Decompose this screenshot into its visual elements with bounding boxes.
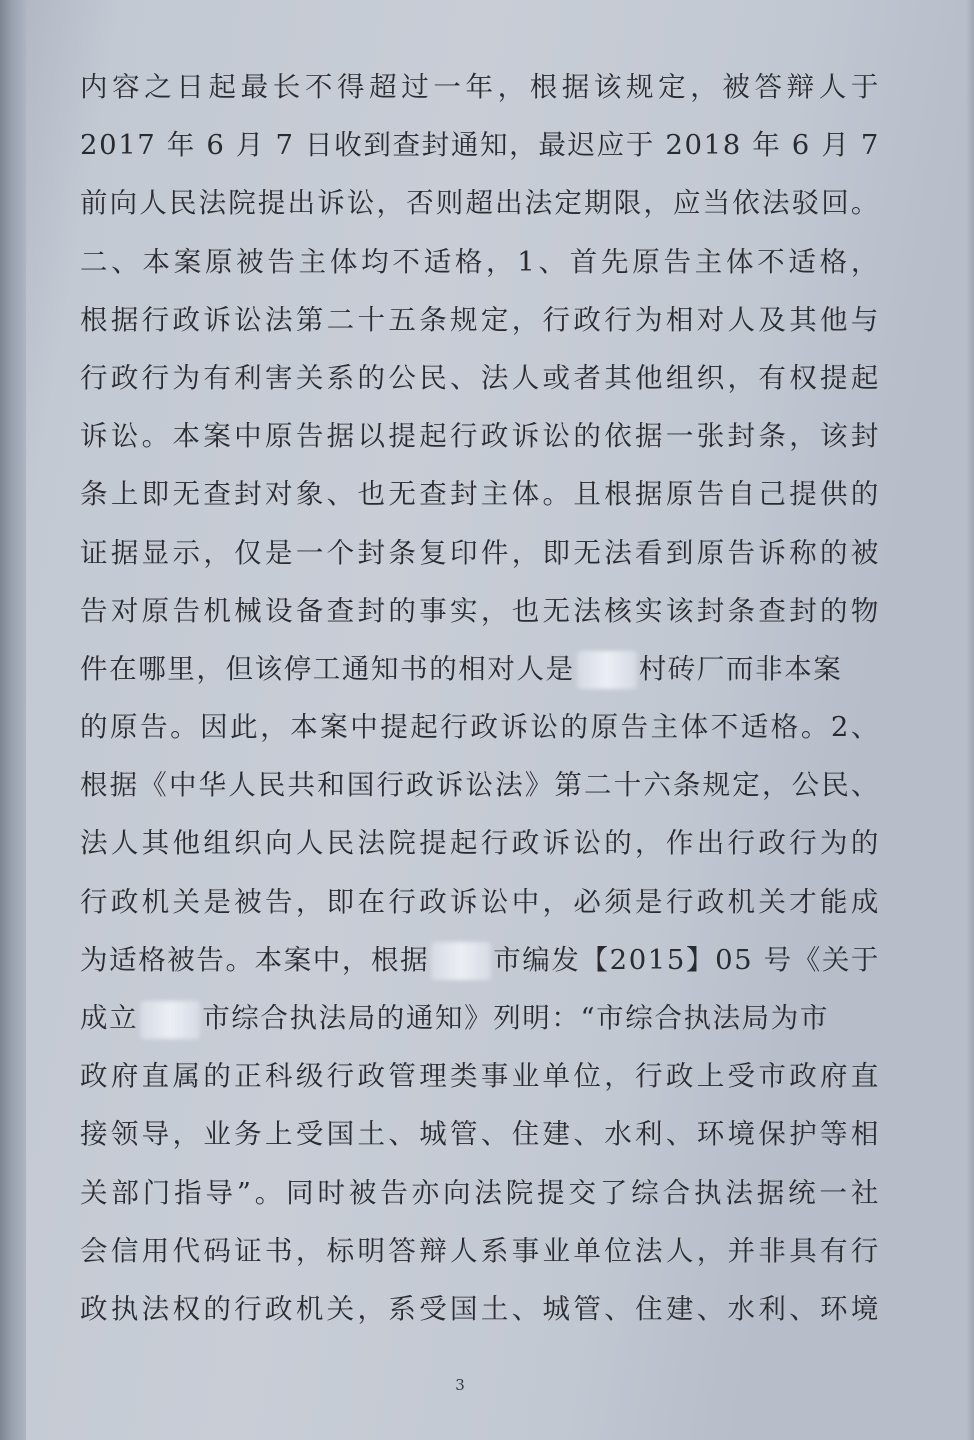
redaction-blur (431, 942, 491, 980)
text-line: 根据行政诉讼法第二十五条规定，行政行为相对人及其他与 (80, 303, 880, 336)
text-segment: 市综合执法局的通知》列明：“市综合执法局为市 (202, 1002, 829, 1034)
document-body (80, 58, 880, 1338)
text-line: 会信用代码证书，标明答辩人系事业单位法人，并非具有行 (80, 1234, 880, 1267)
text-line: 告对原告机械设备查封的事实，也无法核实该封条查封的物 (80, 594, 880, 627)
text-line: 法人其他组织向人民法院提起行政诉讼的，作出行政行为的 (80, 827, 880, 860)
text-line: 二、本案原被告主体均不适格，1、首先原告主体不适格， (80, 245, 880, 278)
text-line (80, 640, 880, 698)
text-line: 根据《中华人民共和国行政诉讼法》第二十六条规定，公民、 (80, 769, 880, 802)
text-line: 诉讼。本案中原告据以提起行政诉讼的依据一张封条，该封 (80, 420, 880, 453)
text-line: 接领导，业务上受国土、城管、住建、水利、环境保护等相 (80, 1118, 880, 1151)
text-line: 条上即无查封对象、也无查封主体。且根据原告自己提供的 (80, 478, 880, 511)
text-segment: 件在哪里，但该停工通知书的相对人是 (80, 652, 575, 685)
text-line: 2017 年 6 月 7 日收到查封通知，最迟应于 2018 年 6 月 7 (80, 129, 880, 162)
page-number: 3 (455, 1376, 465, 1394)
text-segment: 成立 (80, 1002, 139, 1034)
text-line: 政执法权的行政机关，系受国土、城管、住建、水利、环境 (80, 1292, 880, 1325)
redaction-blur (577, 651, 637, 689)
text-line (80, 931, 880, 989)
text-line: 行政行为有利害关系的公民、法人或者其他组织，有权提起 (80, 361, 880, 394)
text-segment: 为适格被告。本案中，根据 (80, 943, 430, 976)
text-line: 证据显示，仅是一个封条复印件，即无法看到原告诉称的被 (80, 536, 880, 569)
redaction-blur (140, 1001, 200, 1039)
text-line: 关部门指导”。同时被告亦向法院提交了综合执法据统一社 (80, 1176, 880, 1209)
text-line: 行政机关是被告，即在行政诉讼中，必须是行政机关才能成 (80, 885, 880, 918)
text-segment: 村砖厂而非本案 (638, 652, 843, 685)
text-line: 内容之日起最长不得超过一年，根据该规定，被答辩人于 (80, 71, 880, 103)
text-line: 的原告。因此，本案中提起行政诉讼的原告主体不适格。2、 (80, 711, 880, 744)
text-line: 前向人民法院提出诉讼，否则超出法定期限，应当依法驳回。 (80, 187, 880, 220)
text-segment: 市编发【2015】05 号《关于 (493, 943, 881, 976)
text-line: 政府直属的正科级行政管理类事业单位，行政上受市政府直 (80, 1060, 880, 1093)
page-binding-shadow (0, 0, 26, 1440)
page-edge-shadow (966, 0, 974, 1440)
text-line (80, 989, 880, 1047)
